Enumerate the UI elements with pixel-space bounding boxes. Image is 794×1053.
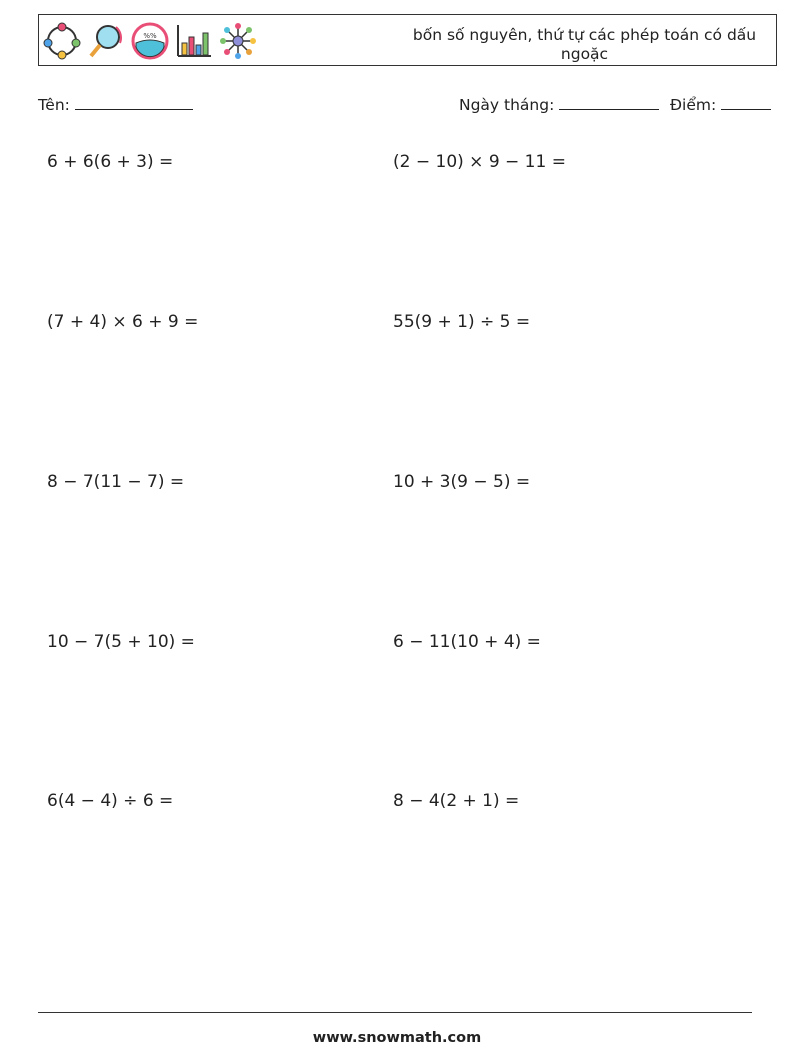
problem-5: 8 − 7(11 − 7) =: [47, 472, 185, 492]
worksheet-title: bốn số nguyên, thứ tự các phép toán có dấu ngoặc: [412, 26, 757, 63]
date-field: [459, 95, 659, 114]
problem-2: (2 − 10) × 9 − 11 =: [393, 152, 566, 172]
footer-url[interactable]: www.snowmath.com: [312, 1030, 482, 1046]
network-icon: [218, 21, 258, 61]
name-label: Tên:: [38, 96, 70, 114]
footer-divider: [38, 1012, 752, 1013]
problem-1: 6 + 6(6 + 3) =: [47, 152, 174, 172]
header-icons: [42, 21, 258, 61]
worksheet-header: [38, 14, 777, 66]
problem-6: 10 + 3(9 − 5) =: [393, 472, 531, 492]
score-blank[interactable]: [721, 95, 771, 110]
score-field: [670, 95, 771, 114]
name-blank[interactable]: [75, 95, 193, 110]
percent-gauge-icon: [130, 21, 170, 61]
people-cycle-icon: [42, 21, 82, 61]
problem-7: 10 − 7(5 + 10) =: [47, 632, 195, 652]
svg-text:%%: %%: [143, 32, 157, 40]
date-blank[interactable]: [559, 95, 659, 110]
magnifier-icon: [86, 21, 126, 61]
problem-4: 55(9 + 1) ÷ 5 =: [393, 312, 531, 332]
problem-9: 6(4 − 4) ÷ 6 =: [47, 791, 174, 811]
problem-8: 6 − 11(10 + 4) =: [393, 632, 541, 652]
name-field: [38, 95, 193, 114]
score-label: Điểm:: [670, 96, 717, 114]
problem-3: (7 + 4) × 6 + 9 =: [47, 312, 199, 332]
date-label: Ngày tháng:: [459, 96, 555, 114]
problem-10: 8 − 4(2 + 1) =: [393, 791, 520, 811]
bar-chart-icon: [174, 21, 214, 61]
